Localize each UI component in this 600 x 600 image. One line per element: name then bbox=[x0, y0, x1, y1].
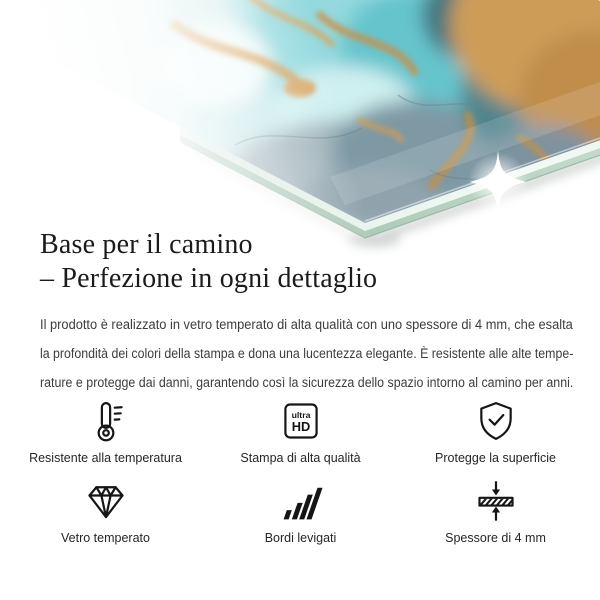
diamond-icon bbox=[84, 479, 128, 523]
page-title-line2: – Perfezione in ogni dettaglio bbox=[40, 263, 378, 294]
feature-tempered-glass bbox=[8, 479, 203, 546]
feature-label: Vetro temperato bbox=[61, 531, 150, 545]
feature-surface-protection bbox=[398, 399, 593, 466]
description-line: la profondità dei colori della stampa e dona una lucentezza elegante. È resistente alle alte tempe- bbox=[40, 346, 574, 361]
polished-edges-icon bbox=[279, 479, 323, 523]
ultra-hd-badge-top: ultra bbox=[291, 409, 310, 420]
page-title bbox=[40, 228, 377, 296]
white-fade-overlay bbox=[0, 0, 600, 256]
product-photo bbox=[0, 0, 600, 256]
ultra-hd-badge-bottom: HD bbox=[291, 419, 310, 435]
ultra-hd-icon bbox=[279, 399, 323, 443]
feature-thickness bbox=[398, 479, 593, 546]
product-description bbox=[40, 310, 573, 397]
thermometer-icon bbox=[84, 399, 128, 443]
description-line: Il prodotto è realizzato in vetro temperato di alta qualità con uno spessore di 4 mm, che esalta bbox=[40, 317, 573, 332]
page-title-line1: Base per il camino bbox=[40, 229, 253, 260]
feature-polished-edges bbox=[203, 479, 398, 546]
description-line: rature e protegge dai danni, garantendo così la sicurezza dello spazio intorno al camino per anni. bbox=[40, 375, 574, 390]
feature-temperature bbox=[8, 399, 203, 466]
thickness-press-icon bbox=[474, 479, 518, 523]
feature-label: Resistente alla temperatura bbox=[29, 451, 182, 465]
feature-label: Stampa di alta qualità bbox=[240, 451, 361, 465]
feature-label: Spessore di 4 mm bbox=[445, 531, 546, 545]
feature-label: Bordi levigati bbox=[264, 531, 337, 545]
feature-label: Protegge la superficie bbox=[435, 451, 556, 465]
feature-print-quality bbox=[203, 399, 398, 466]
feature-grid bbox=[8, 399, 593, 546]
shield-check-icon bbox=[474, 399, 518, 443]
